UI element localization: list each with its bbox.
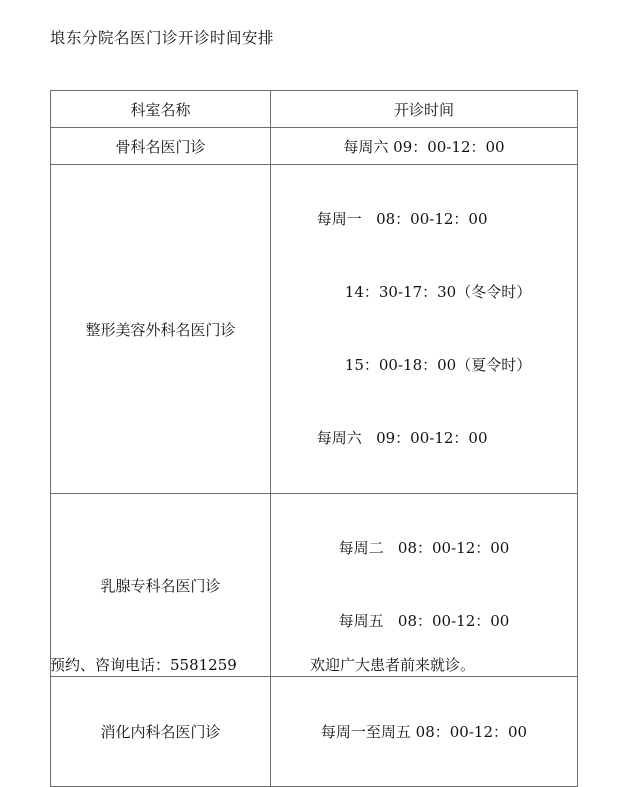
department-cell: 骨科名医门诊 [51, 128, 271, 165]
column-header-hours: 开诊时间 [271, 91, 578, 128]
hours-cell [271, 677, 578, 787]
time-line: 每周一至周五 08：00-12：00 [320, 723, 528, 741]
table-row-orthopedics [51, 128, 578, 165]
table-header-row [51, 91, 578, 128]
page-title: 埌东分院名医门诊开诊时间安排 [50, 29, 275, 47]
time-lines [317, 165, 531, 493]
time-line: 每周六 09：00-12：00 [343, 137, 505, 156]
department-cell: 整形美容外科名医门诊 [51, 165, 271, 494]
hours-cell [271, 494, 578, 677]
time-line: 每周六 09：00-12：00 [316, 429, 488, 447]
hours-cell [271, 165, 578, 494]
column-header-department: 科室名称 [51, 91, 271, 128]
table-row-breast [51, 494, 578, 677]
contact-phone: 预约、咨询电话：5581259 [50, 656, 237, 674]
time-line: 14：30-17：30（冬令时） [344, 283, 532, 301]
time-line: 15：00-18：00（夏令时） [344, 356, 532, 374]
table-row-digestive [51, 677, 578, 787]
time-lines [339, 494, 510, 676]
time-line: 每周二 08：00-12：00 [338, 539, 510, 557]
department-cell: 乳腺专科名医门诊 [51, 494, 271, 677]
department-cell: 消化内科名医门诊 [51, 677, 271, 787]
clinic-schedule-table [50, 90, 578, 787]
time-line: 每周一 08：00-12：00 [316, 210, 488, 228]
table-row-plastic-surgery [51, 165, 578, 494]
welcome-note: 欢迎广大患者前来就诊。 [310, 656, 476, 674]
time-line: 每周五 08：00-12：00 [338, 612, 510, 630]
hours-cell [271, 128, 578, 165]
